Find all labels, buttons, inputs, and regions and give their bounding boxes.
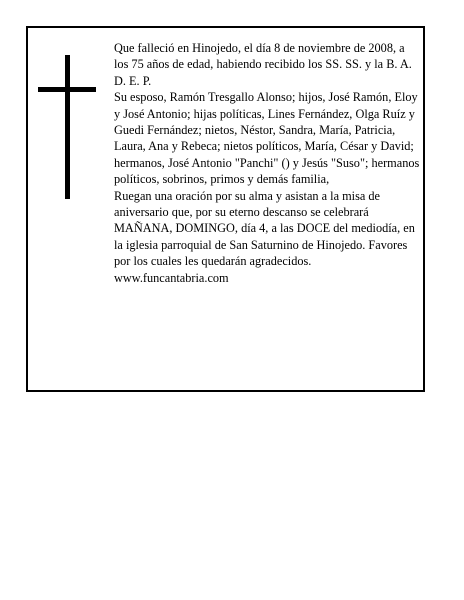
website-link[interactable]: www.funcantabria.com <box>114 270 229 285</box>
rip-line: D. E. P. <box>114 73 152 88</box>
notice-text <box>114 40 421 286</box>
obituary-notice <box>26 26 425 392</box>
cross-horizontal-bar <box>38 87 96 92</box>
mass-announcement: Ruegan una oración por su alma y asistan a la misa de aniversario que, por su eterno descanso se celebrará MAÑANA, DOMINGO, día 4, a las DOCE del mediodía, en la iglesia parroquial de San Saturnino de Hinojedo. Favores por los cuales les quedarán agradecidos. <box>114 188 415 269</box>
cross-icon <box>38 55 96 199</box>
family-list: Su esposo, Ramón Tresgallo Alonso; hijos, José Ramón, Eloy y José Antonio; hijas políticas, Lines Fernández, Olga Ruíz y Guedi Fernández; nietos, Néstor, Sandra, María, Patricia, Laura, Ana y Rebeca; nietos políticos, María, César y David; hermanos, José Antonio "Panchi" () y Jesús "Suso"; hermanos políticos, sobrinos, primos y demás familia, <box>114 90 420 187</box>
cross-vertical-bar <box>65 55 70 199</box>
death-details: Que falleció en Hinojedo, el día 8 de noviembre de 2008, a los 75 años de edad, habiendo recibido los SS. SS. y la B. A. <box>114 41 412 72</box>
